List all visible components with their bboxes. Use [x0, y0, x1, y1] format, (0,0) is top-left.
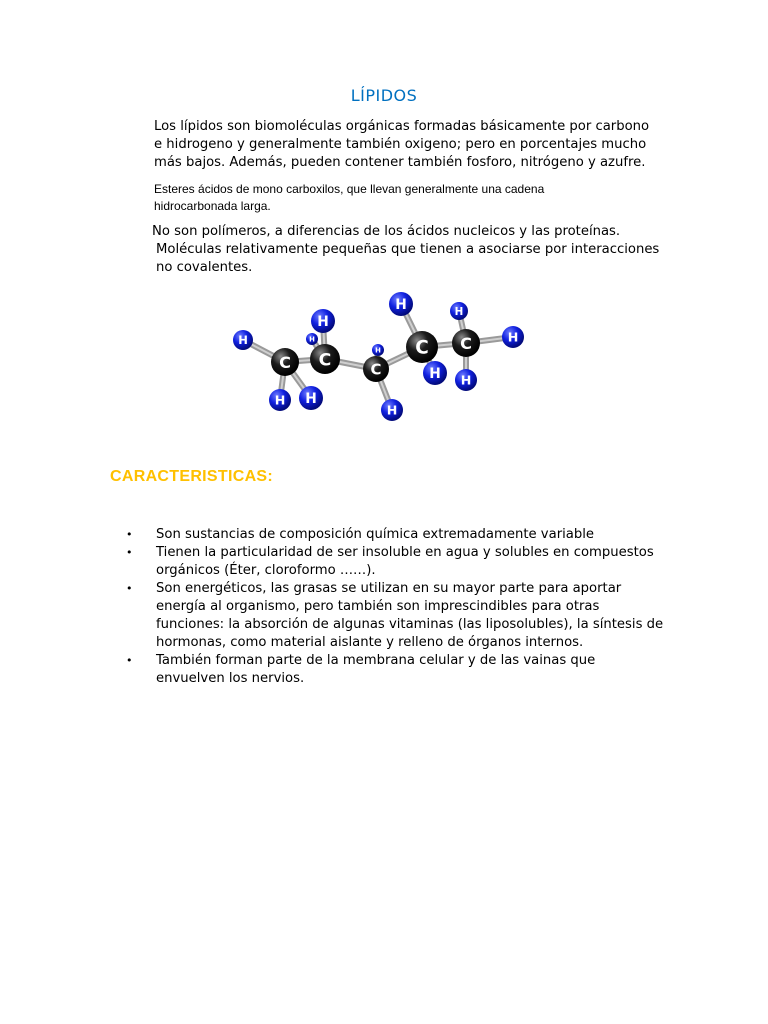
hydrogen-atom — [502, 326, 524, 348]
svg-text:H: H — [507, 329, 519, 345]
list-item-text: Tienen la particularidad de ser insoluble en agua y solubles en compuestos orgánicos (Éter, cloroformo ……). — [156, 545, 654, 578]
svg-text:C: C — [460, 333, 472, 353]
svg-text:H: H — [317, 314, 329, 331]
svg-text:C: C — [370, 360, 382, 379]
list-item — [126, 652, 666, 688]
hydrogen-atom — [389, 292, 413, 316]
list-item-text: Son energéticos, las grasas se utilizan en su mayor parte para aportar energía al organismo, pero también son imprescindibles para otras funciones: la absorción de algunas vitaminas (las liposolubles), la síntesis de hormonas, como material aislante y relleno de órganos internos. — [156, 581, 664, 650]
hydrogen-atom — [455, 369, 477, 391]
hydrogen-atom — [423, 361, 447, 385]
list-item-text: También forman parte de la membrana celular y de las vainas que envuelven los nervios. — [156, 653, 596, 686]
paragraph-definition: Los lípidos son biomoléculas orgánicas formadas básicamente por carbono e hidrogeno y generalmente también oxigeno; pero en porcentajes mucho más bajos. Además, pueden contener también fosforo, nitrógeno y azufre. — [154, 119, 650, 170]
bullet-dot: • — [126, 528, 133, 541]
paragraph-polymers: No son polímeros, a diferencias de los ácidos nucleicos y las proteínas. — [152, 224, 621, 239]
carbon-atom — [310, 344, 340, 374]
hydrogen-atom — [381, 399, 403, 421]
hydrogen-atom — [269, 389, 291, 411]
svg-text:C: C — [318, 350, 332, 371]
page-title: LÍPIDOS — [350, 86, 418, 105]
hydrogen-atom — [233, 330, 253, 350]
carbon-atom — [363, 356, 389, 382]
hydrogen-atom — [311, 309, 335, 333]
carbon-atom — [452, 329, 480, 357]
svg-text:H: H — [395, 297, 407, 314]
paragraph-molecules: Moléculas relativamente pequeñas que tienen a asociarse por interacciones no covalentes. — [156, 242, 660, 275]
bullet-dot: • — [126, 654, 133, 667]
svg-text:H: H — [375, 346, 381, 355]
svg-text:C: C — [415, 337, 429, 359]
svg-text:H: H — [460, 372, 472, 388]
bullet-dot: • — [126, 546, 133, 559]
paragraph-esteres: Esteres ácidos de mono carboxilos, que llevan generalmente una cadena hidrocarbonada larga. — [154, 182, 545, 213]
molecule-image — [230, 286, 526, 434]
carbon-atom — [271, 348, 299, 376]
svg-text:H: H — [454, 305, 464, 318]
paragraph-properties — [152, 223, 662, 277]
list-item — [126, 526, 666, 544]
svg-text:H: H — [309, 335, 315, 344]
svg-text:H: H — [429, 366, 441, 383]
list-item — [126, 544, 666, 580]
svg-text:H: H — [238, 333, 248, 348]
svg-text:C: C — [279, 352, 291, 372]
svg-text:H: H — [274, 392, 286, 408]
section-title: CARACTERISTICAS: — [110, 468, 274, 485]
svg-text:H: H — [386, 402, 398, 418]
list-item — [126, 580, 666, 652]
hydrogen-atom — [306, 333, 318, 345]
list-item-text: Son sustancias de composición química extremadamente variable — [156, 527, 595, 542]
svg-text:H: H — [305, 391, 317, 408]
hydrogen-atom — [450, 302, 468, 320]
characteristics-list — [126, 526, 666, 688]
bullet-dot: • — [126, 582, 133, 595]
hydrogen-atom — [299, 386, 323, 410]
carbon-atom — [406, 331, 438, 363]
hydrogen-atom — [372, 344, 384, 356]
